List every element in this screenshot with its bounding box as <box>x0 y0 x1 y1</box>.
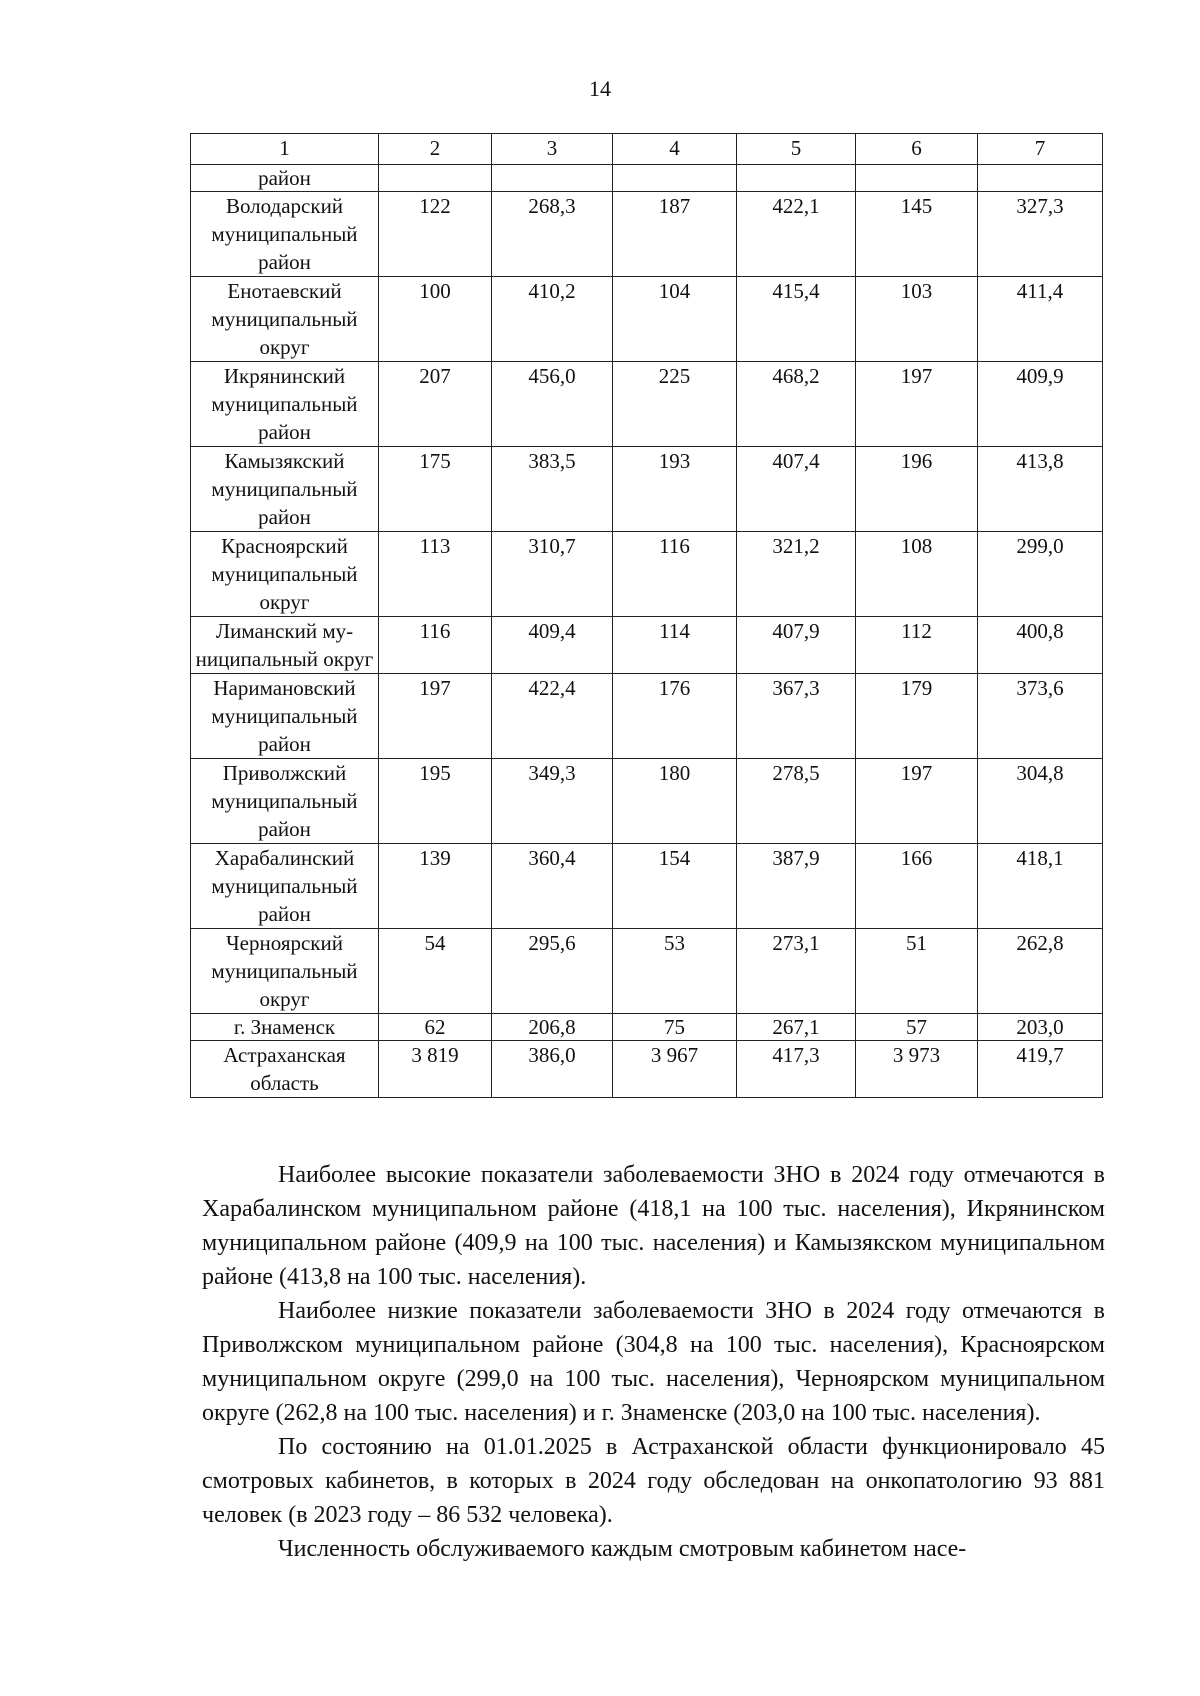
table-cell: 418,1 <box>978 844 1103 929</box>
table-row <box>191 532 1103 617</box>
column-header: 4 <box>613 134 737 165</box>
table-cell: 116 <box>613 532 737 617</box>
table-cell: 3 973 <box>856 1041 978 1098</box>
table-cell: 206,8 <box>492 1014 613 1041</box>
table-cell: 409,9 <box>978 362 1103 447</box>
table-row <box>191 1014 1103 1041</box>
table-cell: 53 <box>613 929 737 1014</box>
table-row <box>191 192 1103 277</box>
table-cell-name: Астраханская область <box>191 1041 379 1098</box>
table-cell: 411,4 <box>978 277 1103 362</box>
table-cell: 207 <box>379 362 492 447</box>
body-text <box>202 1158 1105 1566</box>
table-cell: 197 <box>856 362 978 447</box>
table-cell: 456,0 <box>492 362 613 447</box>
table-cell: 407,9 <box>737 617 856 674</box>
table-cell: 387,9 <box>737 844 856 929</box>
table-cell: 422,1 <box>737 192 856 277</box>
table-cell: 51 <box>856 929 978 1014</box>
table-cell: 413,8 <box>978 447 1103 532</box>
paragraph: Численность обслуживаемого каждым смотровым кабинетом насе- <box>278 1536 967 1562</box>
table-cell: 112 <box>856 617 978 674</box>
table-cell: 268,3 <box>492 192 613 277</box>
table-cell-name: Наримановский муниципальный район <box>191 674 379 759</box>
table-cell <box>978 165 1103 192</box>
table-cell: 400,8 <box>978 617 1103 674</box>
table-cell: 154 <box>613 844 737 929</box>
table-cell-name: г. Знаменск <box>191 1014 379 1041</box>
table-cell: 114 <box>613 617 737 674</box>
table-cell: 166 <box>856 844 978 929</box>
table-cell: 100 <box>379 277 492 362</box>
table-cell: 179 <box>856 674 978 759</box>
table-row <box>191 929 1103 1014</box>
table-cell: 304,8 <box>978 759 1103 844</box>
table-cell: 367,3 <box>737 674 856 759</box>
table-cell-name: Икрянинский муниципальный район <box>191 362 379 447</box>
table-row <box>191 844 1103 929</box>
table-row-continuation <box>191 165 1103 192</box>
table-cell: 419,7 <box>978 1041 1103 1098</box>
table-cell-name: Красноярский муниципальный округ <box>191 532 379 617</box>
table-cell: 175 <box>379 447 492 532</box>
table-cell: 468,2 <box>737 362 856 447</box>
table-cell: 57 <box>856 1014 978 1041</box>
table-cell-name: район <box>191 165 379 192</box>
table-cell: 349,3 <box>492 759 613 844</box>
table-cell: 273,1 <box>737 929 856 1014</box>
column-header: 6 <box>856 134 978 165</box>
table-header-row <box>191 134 1103 165</box>
table-cell-name: Камызякский муниципальный район <box>191 447 379 532</box>
paragraph: Наиболее высокие показатели заболеваемости ЗНО в 2024 году отмечаются в Харабалинском муниципальном районе (418,1 на 100 тыс. населения), Икрянинском муниципальном районе (409,9 на 100 тыс. населения) и Камызякском муниципальном районе (413,8 на 100 тыс. населения). <box>202 1162 1105 1290</box>
page-number: 14 <box>589 76 611 101</box>
table-cell: 197 <box>379 674 492 759</box>
table-cell: 373,6 <box>978 674 1103 759</box>
table-cell <box>613 165 737 192</box>
table-cell: 3 967 <box>613 1041 737 1098</box>
table-cell: 360,4 <box>492 844 613 929</box>
table-cell-name: Приволжский муниципальный район <box>191 759 379 844</box>
table-cell: 327,3 <box>978 192 1103 277</box>
column-header: 5 <box>737 134 856 165</box>
table-cell: 278,5 <box>737 759 856 844</box>
table-cell: 407,4 <box>737 447 856 532</box>
table-cell: 196 <box>856 447 978 532</box>
table-row <box>191 277 1103 362</box>
table-row <box>191 617 1103 674</box>
table-row <box>191 447 1103 532</box>
table-cell: 176 <box>613 674 737 759</box>
table-cell-name: Володарский муниципальный район <box>191 192 379 277</box>
table-cell: 321,2 <box>737 532 856 617</box>
table-cell: 383,5 <box>492 447 613 532</box>
table-cell: 75 <box>613 1014 737 1041</box>
table-cell-name: Черноярский муниципальный округ <box>191 929 379 1014</box>
table-cell-name: Енотаевский муниципальный округ <box>191 277 379 362</box>
incidence-table <box>190 133 1103 1098</box>
table-cell: 145 <box>856 192 978 277</box>
table-row <box>191 1041 1103 1098</box>
table-cell: 103 <box>856 277 978 362</box>
table-cell: 386,0 <box>492 1041 613 1098</box>
table-cell: 295,6 <box>492 929 613 1014</box>
table-cell: 180 <box>613 759 737 844</box>
table-cell: 409,4 <box>492 617 613 674</box>
column-header: 2 <box>379 134 492 165</box>
table-cell <box>856 165 978 192</box>
paragraph: По состоянию на 01.01.2025 в Астраханской области функционировало 45 смотровых кабинетов, в которых в 2024 году обследован на онкопатологию 93 881 человек (в 2023 году – 86 532 человека). <box>202 1434 1105 1528</box>
table-cell: 113 <box>379 532 492 617</box>
table-cell-name: Харабалинский муниципальный район <box>191 844 379 929</box>
column-header: 3 <box>492 134 613 165</box>
table-cell: 139 <box>379 844 492 929</box>
table-cell: 417,3 <box>737 1041 856 1098</box>
table-cell: 195 <box>379 759 492 844</box>
table-cell: 415,4 <box>737 277 856 362</box>
table-cell <box>737 165 856 192</box>
table-cell <box>492 165 613 192</box>
table-cell: 122 <box>379 192 492 277</box>
table-cell: 193 <box>613 447 737 532</box>
table-cell: 410,2 <box>492 277 613 362</box>
table-cell: 104 <box>613 277 737 362</box>
table-cell: 203,0 <box>978 1014 1103 1041</box>
column-header: 7 <box>978 134 1103 165</box>
table-cell: 262,8 <box>978 929 1103 1014</box>
column-header: 1 <box>191 134 379 165</box>
table-cell-name: Лиманский му-ниципальный округ <box>191 617 379 674</box>
table-row <box>191 362 1103 447</box>
table-cell: 225 <box>613 362 737 447</box>
table-cell <box>379 165 492 192</box>
table-cell: 62 <box>379 1014 492 1041</box>
table-row <box>191 674 1103 759</box>
table-cell: 310,7 <box>492 532 613 617</box>
table-cell: 54 <box>379 929 492 1014</box>
table-cell: 267,1 <box>737 1014 856 1041</box>
table-row <box>191 759 1103 844</box>
table-cell: 3 819 <box>379 1041 492 1098</box>
table-cell: 116 <box>379 617 492 674</box>
table-cell: 299,0 <box>978 532 1103 617</box>
table-cell: 108 <box>856 532 978 617</box>
table-cell: 422,4 <box>492 674 613 759</box>
table-cell: 197 <box>856 759 978 844</box>
table-body <box>191 165 1103 1098</box>
table-cell: 187 <box>613 192 737 277</box>
paragraph: Наиболее низкие показатели заболеваемости ЗНО в 2024 году отмечаются в Приволжском муниципальном районе (304,8 на 100 тыс. населения), Красноярском муниципальном округе (299,0 на 100 тыс. населения), Черноярском муниципальном округе (262,8 на 100 тыс. населения) и г. Знаменске (203,0 на 100 тыс. населения). <box>202 1298 1105 1426</box>
